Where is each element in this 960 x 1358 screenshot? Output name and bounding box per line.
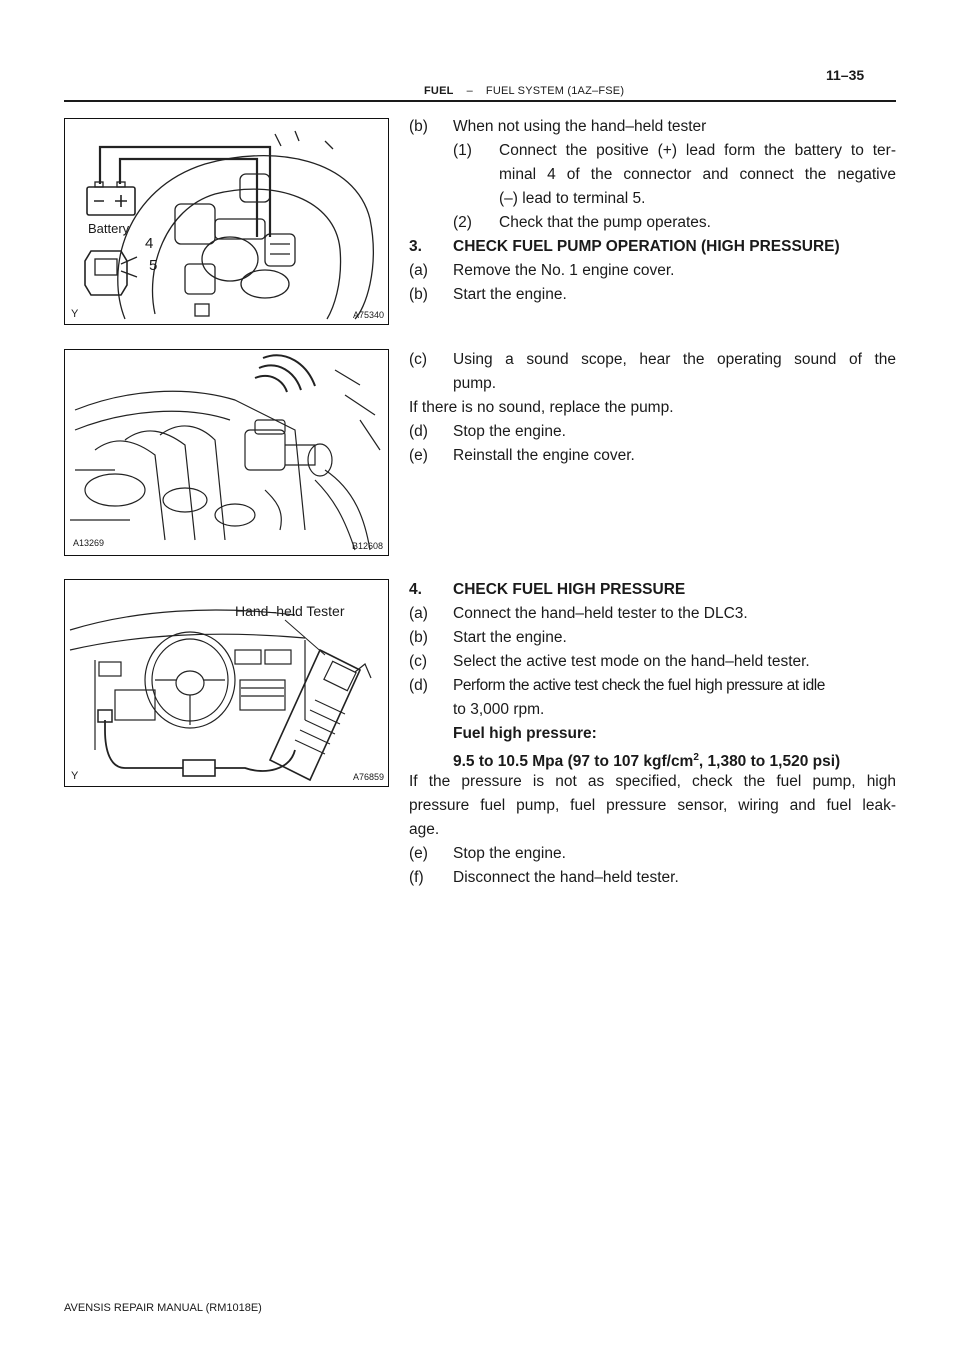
engine-bay-illustration [65, 350, 388, 555]
label-hand-held-tester: Hand–held Tester [235, 603, 345, 619]
item-text: CHECK FUEL PUMP OPERATION (HIGH PRESSURE) [453, 238, 840, 255]
label-terminal-4: 4 [145, 235, 154, 252]
item-number: (d) [409, 423, 428, 440]
item-text: Start the engine. [453, 286, 567, 303]
item-number: (2) [453, 214, 472, 231]
item-number: (1) [453, 142, 472, 159]
item-number: (a) [409, 605, 428, 622]
note-pressure-line2 [409, 796, 896, 816]
step-4d-cont: to 3,000 rpm. [453, 701, 545, 718]
spec-value [453, 748, 840, 772]
item-number: (a) [409, 262, 428, 279]
label-terminal-5: 5 [149, 257, 158, 274]
figure-code-left: A13269 [73, 538, 105, 548]
item-text: Start the engine. [453, 629, 567, 646]
item-text: Stop the engine. [453, 423, 566, 440]
item-text: Disconnect the hand–held tester. [453, 869, 679, 886]
spec-value-sup: 2 [693, 752, 699, 763]
item-number: (e) [409, 845, 428, 862]
note-pressure-line3: age. [409, 821, 440, 838]
item-text: Reinstall the engine cover. [453, 447, 635, 464]
figure-code: B12608 [352, 541, 384, 551]
figure-marker: Y [71, 770, 79, 782]
note-no-sound: If there is no sound, replace the pump. [409, 399, 674, 416]
header-dash: – [466, 85, 473, 97]
spec-value-rest: , 1,380 to 1,520 psi) [698, 753, 841, 771]
page-number: 11–35 [826, 67, 865, 83]
item-text: Perform the active test check the fuel high pressure at idle [453, 677, 825, 694]
figure-code: A75340 [353, 310, 385, 320]
item-number: (b) [409, 629, 428, 646]
running-header [424, 85, 624, 97]
substep-1-cont2: (–) lead to terminal 5. [499, 190, 646, 207]
item-text: pressure fuel pump, fuel pressure sensor, wiring and fuel leak- [409, 797, 896, 814]
item-text: If the pressure is not as specified, check the fuel pump, high [409, 773, 896, 790]
item-text: Remove the No. 1 engine cover. [453, 262, 675, 279]
step-3c-cont: pump. [453, 375, 497, 392]
item-number: 4. [409, 581, 422, 598]
item-text: Connect the positive (+) lead form the battery to ter- [499, 142, 896, 159]
header-title: FUEL SYSTEM (1AZ–FSE) [485, 85, 625, 97]
figure-battery-connection [64, 118, 389, 325]
item-text: minal 4 of the connector and connect the negative [499, 166, 896, 183]
item-number: (c) [409, 653, 428, 670]
substep-1-cont [499, 165, 896, 185]
item-text: Check that the pump operates. [499, 214, 711, 231]
header-rule [64, 100, 896, 102]
figure-code: A76859 [353, 772, 385, 782]
label-battery: Battery [88, 221, 130, 236]
item-text: Using a sound scope, hear the operating sound of the [453, 351, 896, 368]
figure-engine-sound-check [64, 349, 389, 556]
spec-label: Fuel high pressure: [453, 725, 597, 742]
item-number: (e) [409, 447, 428, 464]
item-text: Select the active test mode on the hand–held tester. [453, 653, 810, 670]
item-text: When not using the hand–held tester [453, 118, 707, 135]
figure-hand-held-tester [64, 579, 389, 787]
item-number: 3. [409, 238, 422, 255]
header-section: FUEL [424, 85, 454, 97]
item-text: Stop the engine. [453, 845, 566, 862]
item-number: (d) [409, 677, 428, 694]
item-number: (b) [409, 118, 428, 135]
item-number: (b) [409, 286, 428, 303]
note-pressure-line1 [409, 772, 896, 792]
manual-footer: AVENSIS REPAIR MANUAL (RM1018E) [64, 1302, 262, 1314]
figure-marker: Y [71, 308, 79, 320]
spec-value-main: 9.5 to 10.5 Mpa (97 to 107 kgf/cm [453, 753, 694, 771]
item-text: CHECK FUEL HIGH PRESSURE [453, 581, 686, 598]
item-number: (c) [409, 351, 428, 368]
item-text: Connect the hand–held tester to the DLC3. [453, 605, 748, 622]
item-number: (f) [409, 869, 424, 886]
